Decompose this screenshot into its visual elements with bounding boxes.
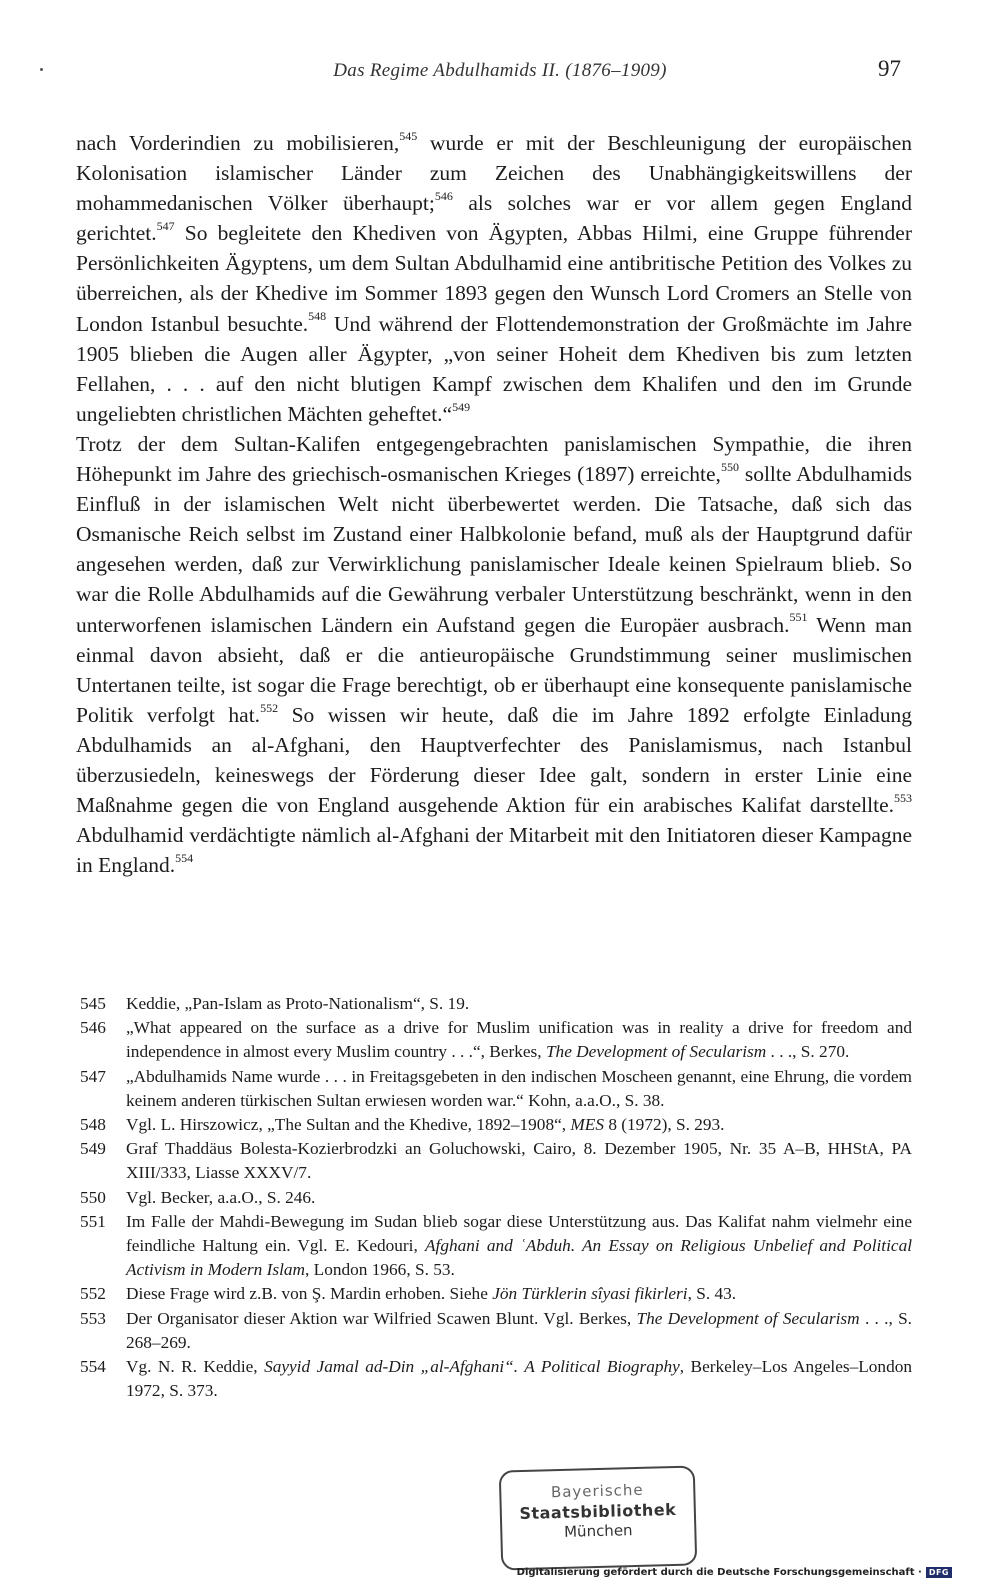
footnote-ref: 548 xyxy=(308,309,327,324)
paragraph-1 xyxy=(76,128,912,429)
footnote-ref: 551 xyxy=(789,610,808,625)
footnote-text-run: Im Falle der Mahdi-Bewegung im Sudan blieb sogar diese Unterstützung aus. Das Kalifat nahm vielmehr eine feindliche Haltung ein. Vgl. E. Kedouri, xyxy=(126,1211,912,1256)
text-run: als solches war er vor allem gegen England gerichtet. xyxy=(76,191,912,246)
footnote-ref: 552 xyxy=(260,700,279,715)
footnote-text-run: Diese Frage wird z.B. von Ş. Mardin erhoben. Siehe xyxy=(126,1284,493,1304)
footnotes xyxy=(80,992,912,1403)
footnote xyxy=(80,992,912,1016)
footnote-number: 554 xyxy=(80,1357,106,1377)
footnote-text-run: Der Organisator dieser Aktion war Wilfried Scawen Blunt. Vgl. Berkes, xyxy=(126,1308,637,1328)
footnote-text-run: , Berkeley–Los Angeles–London 1972, S. 373. xyxy=(126,1357,912,1401)
footnote-text-run: Vgl. L. Hirszowicz, „The Sultan and the Khedive, 1892–1908“, xyxy=(126,1115,571,1135)
footnote-text xyxy=(126,1113,912,1137)
footnote-text xyxy=(126,992,912,1016)
footnote-text-run: Vgl. Becker, a.a.O., S. 246. xyxy=(126,1187,316,1207)
library-stamp xyxy=(499,1465,698,1570)
footnote-ref: 545 xyxy=(399,128,418,143)
footnote xyxy=(80,1137,912,1185)
footnote xyxy=(80,1355,912,1403)
footnote xyxy=(80,1210,912,1283)
footnote xyxy=(80,1113,912,1137)
footnote-ref: 546 xyxy=(434,189,453,204)
credit-text: Digitalisierung gefördert durch die Deutsche Forschungsgemeinschaft · xyxy=(516,1567,922,1578)
footnote-ref: 554 xyxy=(175,851,194,866)
stamp-line: Staatsbibliothek xyxy=(519,1499,677,1524)
digitization-credit xyxy=(517,1567,952,1578)
footnote-text-run: 8 (1972), S. 293. xyxy=(604,1115,725,1135)
footnote xyxy=(80,1186,912,1210)
footnote-italic: MES xyxy=(570,1115,604,1135)
footnote-number: 553 xyxy=(80,1308,106,1328)
main-text xyxy=(76,128,912,880)
footnote-text-run: „Abdulhamids Name wurde . . . in Freitagsgebeten in den indischen Moscheen genannt, eine Ehrung, die vordem keinem anderen türkischen Sultan erwiesen worden war.“ Kohn, a.a.O., S. 38. xyxy=(126,1066,912,1110)
footnote xyxy=(80,1065,912,1113)
footnote-number: 551 xyxy=(80,1211,106,1231)
footnote-ref: 549 xyxy=(452,399,471,414)
footnote-text xyxy=(126,1016,912,1064)
footnote-number: 548 xyxy=(80,1115,106,1135)
text-run: Wenn man einmal davon absieht, daß er die antieuropäische Grundstimmung seiner muslimischen Untertanen teilte, ist sogar die Frage berechtigt, ob er überhaupt eine konsequente panislamische Politik verfolgt hat. xyxy=(76,612,912,727)
footnote-italic: The Development of Secularism xyxy=(545,1042,767,1062)
footnote-number: 552 xyxy=(80,1284,106,1304)
footnote-text-run: , London 1966, S. 53. xyxy=(305,1260,455,1280)
footnote-number: 546 xyxy=(80,1018,106,1038)
text-run: wurde er mit der Beschleunigung der europäischen Kolonisation islamischer Länder zum Zeichen des Unabhängigkeitswillens der mohammedanischen Völker überhaupt; xyxy=(76,131,912,216)
footnote-text-run: „What appeared on the surface as a drive for Muslim unification was in reality a drive for freedom and independence in almost every Muslim country . . .“, Berkes, xyxy=(126,1018,912,1062)
text-run: So begleitete den Khediven von Ägypten, Abbas Hilmi, eine Gruppe führender Persönlichkeiten Ägyptens, um dem Sultan Abdulhamid eine antibritische Petition des Volkes zu überreichen, als der Khedive im Sommer 1893 gegen den Wunsch Lord Cromers an Stelle von London Istanbul besuchte. xyxy=(76,221,912,336)
footnote xyxy=(80,1282,912,1306)
stamp-line: Bayerische xyxy=(550,1480,644,1502)
text-run: nach Vorderindien zu mobilisieren, xyxy=(76,131,400,155)
footnote-number: 550 xyxy=(80,1187,106,1207)
footnote-text-run: Keddie, „Pan-Islam as Proto-Nationalism“, S. 19. xyxy=(126,994,470,1013)
text-run: Und während der Flottendemonstration der Großmächte im Jahre 1905 blieben die Augen aller Ägypter, „von seiner Hoheit dem Khediven bis zum letzten Fellahen, . . . auf den nicht blutigen Kampf zwischen dem Khalifen und den im Grunde ungeliebten christlichen Mächten geheftet.“ xyxy=(76,311,912,426)
text-run: Trotz der dem Sultan-Kalifen entgegengebrachten panislamischen Sympathie, die ihren Höhepunkt im Jahre des griechisch-osmanischen Krieges (1897) erreichte, xyxy=(76,431,912,487)
paragraph-2 xyxy=(76,429,912,880)
text-run: Abdulhamid verdächtigte nämlich al-Afghani der Mitarbeit mit den Initiatoren dieser Kampagne in England. xyxy=(76,823,912,878)
text-run: So wissen wir heute, daß die im Jahre 1892 erfolgte Einladung Abdulhamids an al-Afghani, den Hauptverfechter des Panislamismus, nach Istanbul überzusiedeln, keineswegs der Förderung dieser Idee galt, sondern in erster Linie eine Maßnahme gegen die von England ausgehende Aktion für ein arabisches Kalifat darstellte. xyxy=(76,702,912,818)
running-title: Das Regime Abdulhamids II. (1876–1909) xyxy=(333,60,667,81)
footnote-text-run: Graf Thaddäus Bolesta-Kozierbrodzki an Goluchowski, Cairo, 8. Dezember 1905, Nr. 35 A–B, HHStA, PA XIII/333, Liasse XXXV/7. xyxy=(126,1139,912,1183)
footnote-text-run: , S. 43. xyxy=(687,1284,737,1304)
footnote-number: 549 xyxy=(80,1139,106,1159)
footnote-italic: The Development of Secularism xyxy=(636,1308,860,1328)
footnote-text xyxy=(126,1065,912,1113)
footnote-ref: 553 xyxy=(894,790,912,805)
text-run: sollte Abdulhamids Einfluß in der islamischen Welt nicht überbewertet werden. Die Tatsache, daß sich das Osmanische Reich selbst im Zustand einer Halbkolonie befand, muß als der Hauptgrund dafür angesehen werden, daß zur Verwirklichung panislamischer Ideale keinen Spielraum blieb. So war die Rolle Abdulhamids auf die Gewährung verbaler Unterstützung beschränkt, wenn in den unterworfenen islamischen Ländern ein Aufstand gegen die Europäer ausbrach. xyxy=(76,462,913,637)
footnote-number: 545 xyxy=(80,994,106,1013)
footnote-text xyxy=(126,1355,912,1403)
footnote xyxy=(80,1016,912,1064)
footnote-text xyxy=(126,1282,912,1306)
footnote-text-run: . . ., S. 270. xyxy=(766,1042,850,1062)
footnote-italic: Afghani and ʿAbduh. An Essay on Religious Unbelief and Political Activism in Modern Islam xyxy=(126,1236,913,1280)
stamp-line: München xyxy=(563,1521,633,1541)
footnote-ref: 547 xyxy=(156,219,175,234)
footnote-text xyxy=(126,1307,912,1355)
footnote-text xyxy=(126,1186,912,1210)
footnote-text xyxy=(126,1137,912,1185)
footnote-text xyxy=(126,1210,912,1283)
footnote-ref: 550 xyxy=(720,459,739,474)
page-number: 97 xyxy=(878,56,901,81)
footnote-text-run: . . ., S. 268–269. xyxy=(126,1308,912,1352)
footnote-italic: Jön Türklerin sîyasi fikirleri xyxy=(492,1284,688,1304)
footnote xyxy=(80,1307,912,1355)
footnote-number: 547 xyxy=(80,1066,106,1086)
footnote-italic: Sayyid Jamal ad-Din „al-Afghani“. A Political Biography xyxy=(264,1357,680,1377)
footnote-text-run: Vg. N. R. Keddie, xyxy=(126,1357,265,1377)
dfg-logo-icon: DFG xyxy=(926,1567,952,1578)
